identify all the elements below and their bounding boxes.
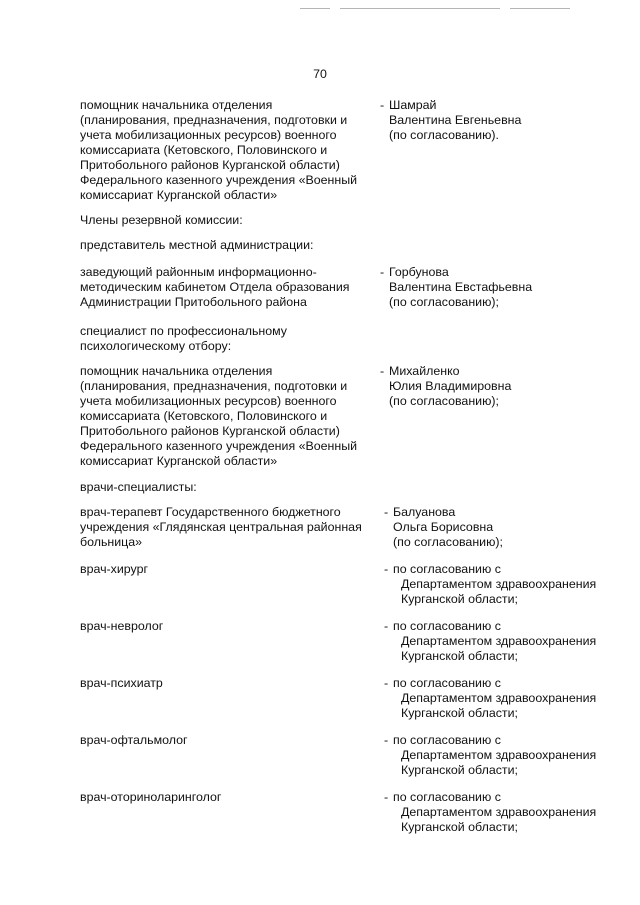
dash-marker: - xyxy=(384,676,389,690)
position-description xyxy=(80,790,380,805)
text-line: врач-офтальмолог xyxy=(80,733,188,747)
dash-marker: - xyxy=(384,562,389,576)
member-block xyxy=(80,619,597,663)
text-line: методическим кабинетом Отдела образования xyxy=(80,280,350,294)
text-line: по согласованию с xyxy=(393,619,501,633)
dash-marker: - xyxy=(380,364,385,378)
text-line: по согласованию с xyxy=(393,733,501,747)
member-name xyxy=(380,98,620,143)
position-description xyxy=(80,733,380,748)
member-block xyxy=(80,790,597,834)
dash-marker: - xyxy=(380,98,385,112)
text-line: учреждения «Глядянская центральная районная xyxy=(80,520,362,534)
section-heading xyxy=(80,238,313,253)
text-line: Курганской области; xyxy=(401,706,518,720)
member-name xyxy=(380,364,620,409)
text-line: Юлия Владимировна xyxy=(389,379,512,393)
position-description xyxy=(80,364,380,469)
text-line: по согласованию с xyxy=(393,676,501,690)
text-line: врач-невролог xyxy=(80,619,164,633)
position-description xyxy=(80,676,380,691)
position-description xyxy=(80,619,380,634)
text-line: психологическому отбору: xyxy=(80,339,232,353)
text-line: Михайленко xyxy=(389,364,460,378)
text-line: помощник начальника отделения xyxy=(80,364,273,378)
text-line: комиссариата (Кетовского, Половинского и xyxy=(80,143,328,157)
member-name xyxy=(380,265,620,310)
text-line: учета мобилизационных ресурсов) военного xyxy=(80,128,337,142)
text-line: врач-психиатр xyxy=(80,676,163,690)
dash-marker: - xyxy=(384,505,389,519)
text-line: представитель местной администрации: xyxy=(80,238,314,252)
text-line: Курганской области; xyxy=(401,592,518,606)
text-line: (планирования, предназначения, подготовки и xyxy=(80,379,348,393)
text-line: комиссариата (Кетовского, Половинского и xyxy=(80,409,328,423)
text-line: Притобольного районов Курганской области) xyxy=(80,424,340,438)
text-line: (по согласованию); xyxy=(393,535,503,549)
member-block xyxy=(80,733,597,777)
text-line: Департаментом здравоохранения xyxy=(401,577,597,591)
section-heading xyxy=(80,480,197,495)
member-block xyxy=(80,265,533,310)
text-line: врачи-специалисты: xyxy=(80,480,197,494)
text-line: комиссариат Курганской области» xyxy=(80,188,278,202)
text-line: Департаментом здравоохранения xyxy=(401,634,597,648)
text-line: Члены резервной комиссии: xyxy=(80,213,243,227)
text-line: (по согласованию); xyxy=(389,394,499,408)
text-line: Ольга Борисовна xyxy=(393,520,494,534)
text-line: Департаментом здравоохранения xyxy=(401,805,597,819)
text-line: помощник начальника отделения xyxy=(80,98,273,112)
text-line: врач-терапевт Государственного бюджетного xyxy=(80,505,341,519)
member-name xyxy=(380,619,624,664)
text-line: по согласованию с xyxy=(393,562,501,576)
text-line: (по согласованию). xyxy=(389,128,499,142)
text-line: Горбунова xyxy=(389,265,449,279)
text-line: (по согласованию); xyxy=(389,295,499,309)
member-name xyxy=(380,733,624,778)
text-line: Притобольного районов Курганской области) xyxy=(80,158,340,172)
member-block xyxy=(80,505,503,550)
text-line: комиссариат Курганской области» xyxy=(80,454,278,468)
text-line: Курганской области; xyxy=(401,820,518,834)
scan-artifact-line xyxy=(340,8,500,9)
text-line: Федерального казенного учреждения «Военный xyxy=(80,439,358,453)
dash-marker: - xyxy=(384,733,389,747)
scan-artifact-line xyxy=(300,8,330,9)
text-line: (планирования, предназначения, подготовки и xyxy=(80,113,348,127)
scan-artifact-line xyxy=(510,8,570,9)
position-description xyxy=(80,265,380,310)
position-description xyxy=(80,505,380,550)
text-line: Курганской области; xyxy=(401,763,518,777)
text-line: Федерального казенного учреждения «Военный xyxy=(80,173,358,187)
text-line: Шамрай xyxy=(389,98,437,112)
text-line: Департаментом здравоохранения xyxy=(401,748,597,762)
member-name xyxy=(380,676,624,721)
member-block xyxy=(80,676,597,720)
member-name xyxy=(380,790,624,835)
dash-marker: - xyxy=(384,790,389,804)
text-line: Администрации Притобольного района xyxy=(80,295,307,309)
text-line: больница» xyxy=(80,535,143,549)
position-description xyxy=(80,562,380,577)
member-name xyxy=(380,562,624,607)
section-heading xyxy=(80,213,243,228)
text-line: учета мобилизационных ресурсов) военного xyxy=(80,394,337,408)
member-block xyxy=(80,562,597,606)
section-heading xyxy=(80,324,380,354)
page-number: 70 xyxy=(313,67,327,81)
text-line: Курганской области; xyxy=(401,649,518,663)
text-line: по согласованию с xyxy=(393,790,501,804)
member-block xyxy=(80,364,512,469)
text-line: заведующий районным информационно- xyxy=(80,265,317,279)
member-block xyxy=(80,98,522,203)
text-line: Валентина Евгеньевна xyxy=(389,113,522,127)
member-name xyxy=(380,505,624,550)
text-line: Валентина Евстафьевна xyxy=(389,280,533,294)
dash-marker: - xyxy=(380,265,385,279)
text-line: Балуанова xyxy=(393,505,456,519)
position-description xyxy=(80,98,380,203)
dash-marker: - xyxy=(384,619,389,633)
text-line: врач-хирург xyxy=(80,562,149,576)
text-line: специалист по профессиональному xyxy=(80,324,287,338)
text-line: Департаментом здравоохранения xyxy=(401,691,597,705)
position-description xyxy=(80,324,380,354)
text-line: врач-оториноларинголог xyxy=(80,790,222,804)
